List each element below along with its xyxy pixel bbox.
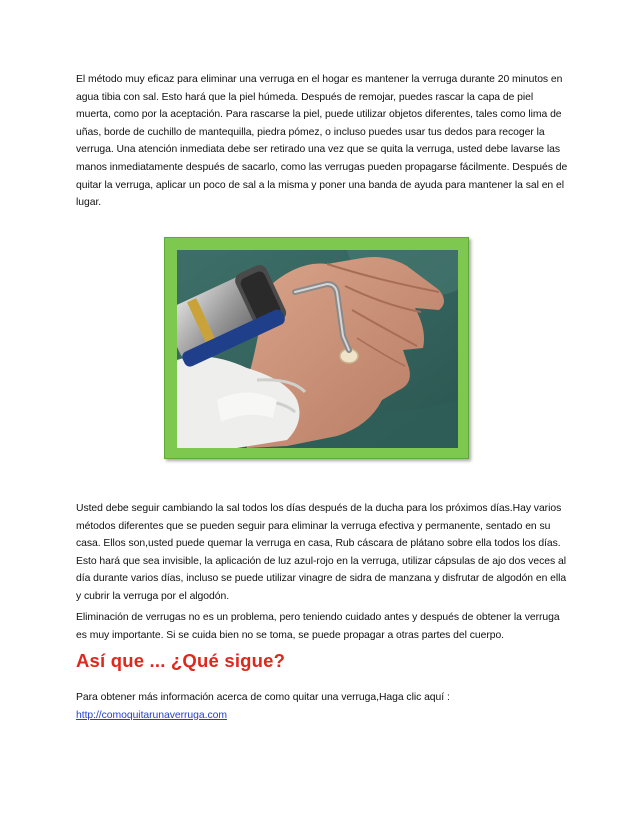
wart-freezing-photo (177, 250, 458, 448)
paragraph-alternative-methods: Usted debe seguir cambiando la sal todos los días después de la ducha para los próximos días.Hay varios métodos diferentes que se pueden seguir para eliminar la verruga efectiva y permanente, sentado en su casa. Ellos son,usted puede quemar la verruga en casa, Rub cáscara de plátano sobre ella todos los días. Esto hará que sea invisible, la aplicación de luz azul-rojo en la verruga, utilizar cápsulas de ajo dos veces al día durante varios días, incluso se puede utilizar vinagre de sidra de manzana y disfrutar de algodón en ella y cubrir la verruga por el algodón. (76, 503, 567, 602)
section-heading: Así que ... ¿Qué sigue? (76, 650, 286, 671)
paragraph-care-advice: Eliminación de verrugas no es un problema, pero teniendo cuidado antes y después de obtener la verruga es muy importante. Si se cuida bien no se toma, se puede propagar a otras partes del cuerpo. (76, 612, 560, 641)
more-info-text: Para obtener más información acerca de como quitar una verruga,Haga clic aquí : (76, 692, 450, 703)
website-link[interactable]: http://comoquitarunaverruga.com (76, 709, 227, 721)
more-info-block (76, 689, 568, 724)
paragraph-salt-method: El método muy eficaz para eliminar una verruga en el hogar es mantener la verruga durante 20 minutos en agua tibia con sal. Esto hará que la piel húmeda. Después de remojar, puedes rascar la capa de piel muerta, como por la aceptación. Para rascarse la piel, puede utilizar objetos diferentes, tales como lima de uñas, borde de cuchillo de mantequilla, piedra pómez, o incluso puedes usar tus dedos para recoger la verruga. Una atención inmediata debe ser retirado una vez que se quita la verruga, usted debe lavarse las manos inmediatamente después de sacarlo, como las verrugas pueden propagarse fácilmente. Después de quitar la verruga, aplicar un poco de sal a la misma y poner una banda de ayuda para mantener la sal en el lugar. (76, 74, 568, 209)
image-frame (164, 237, 469, 459)
